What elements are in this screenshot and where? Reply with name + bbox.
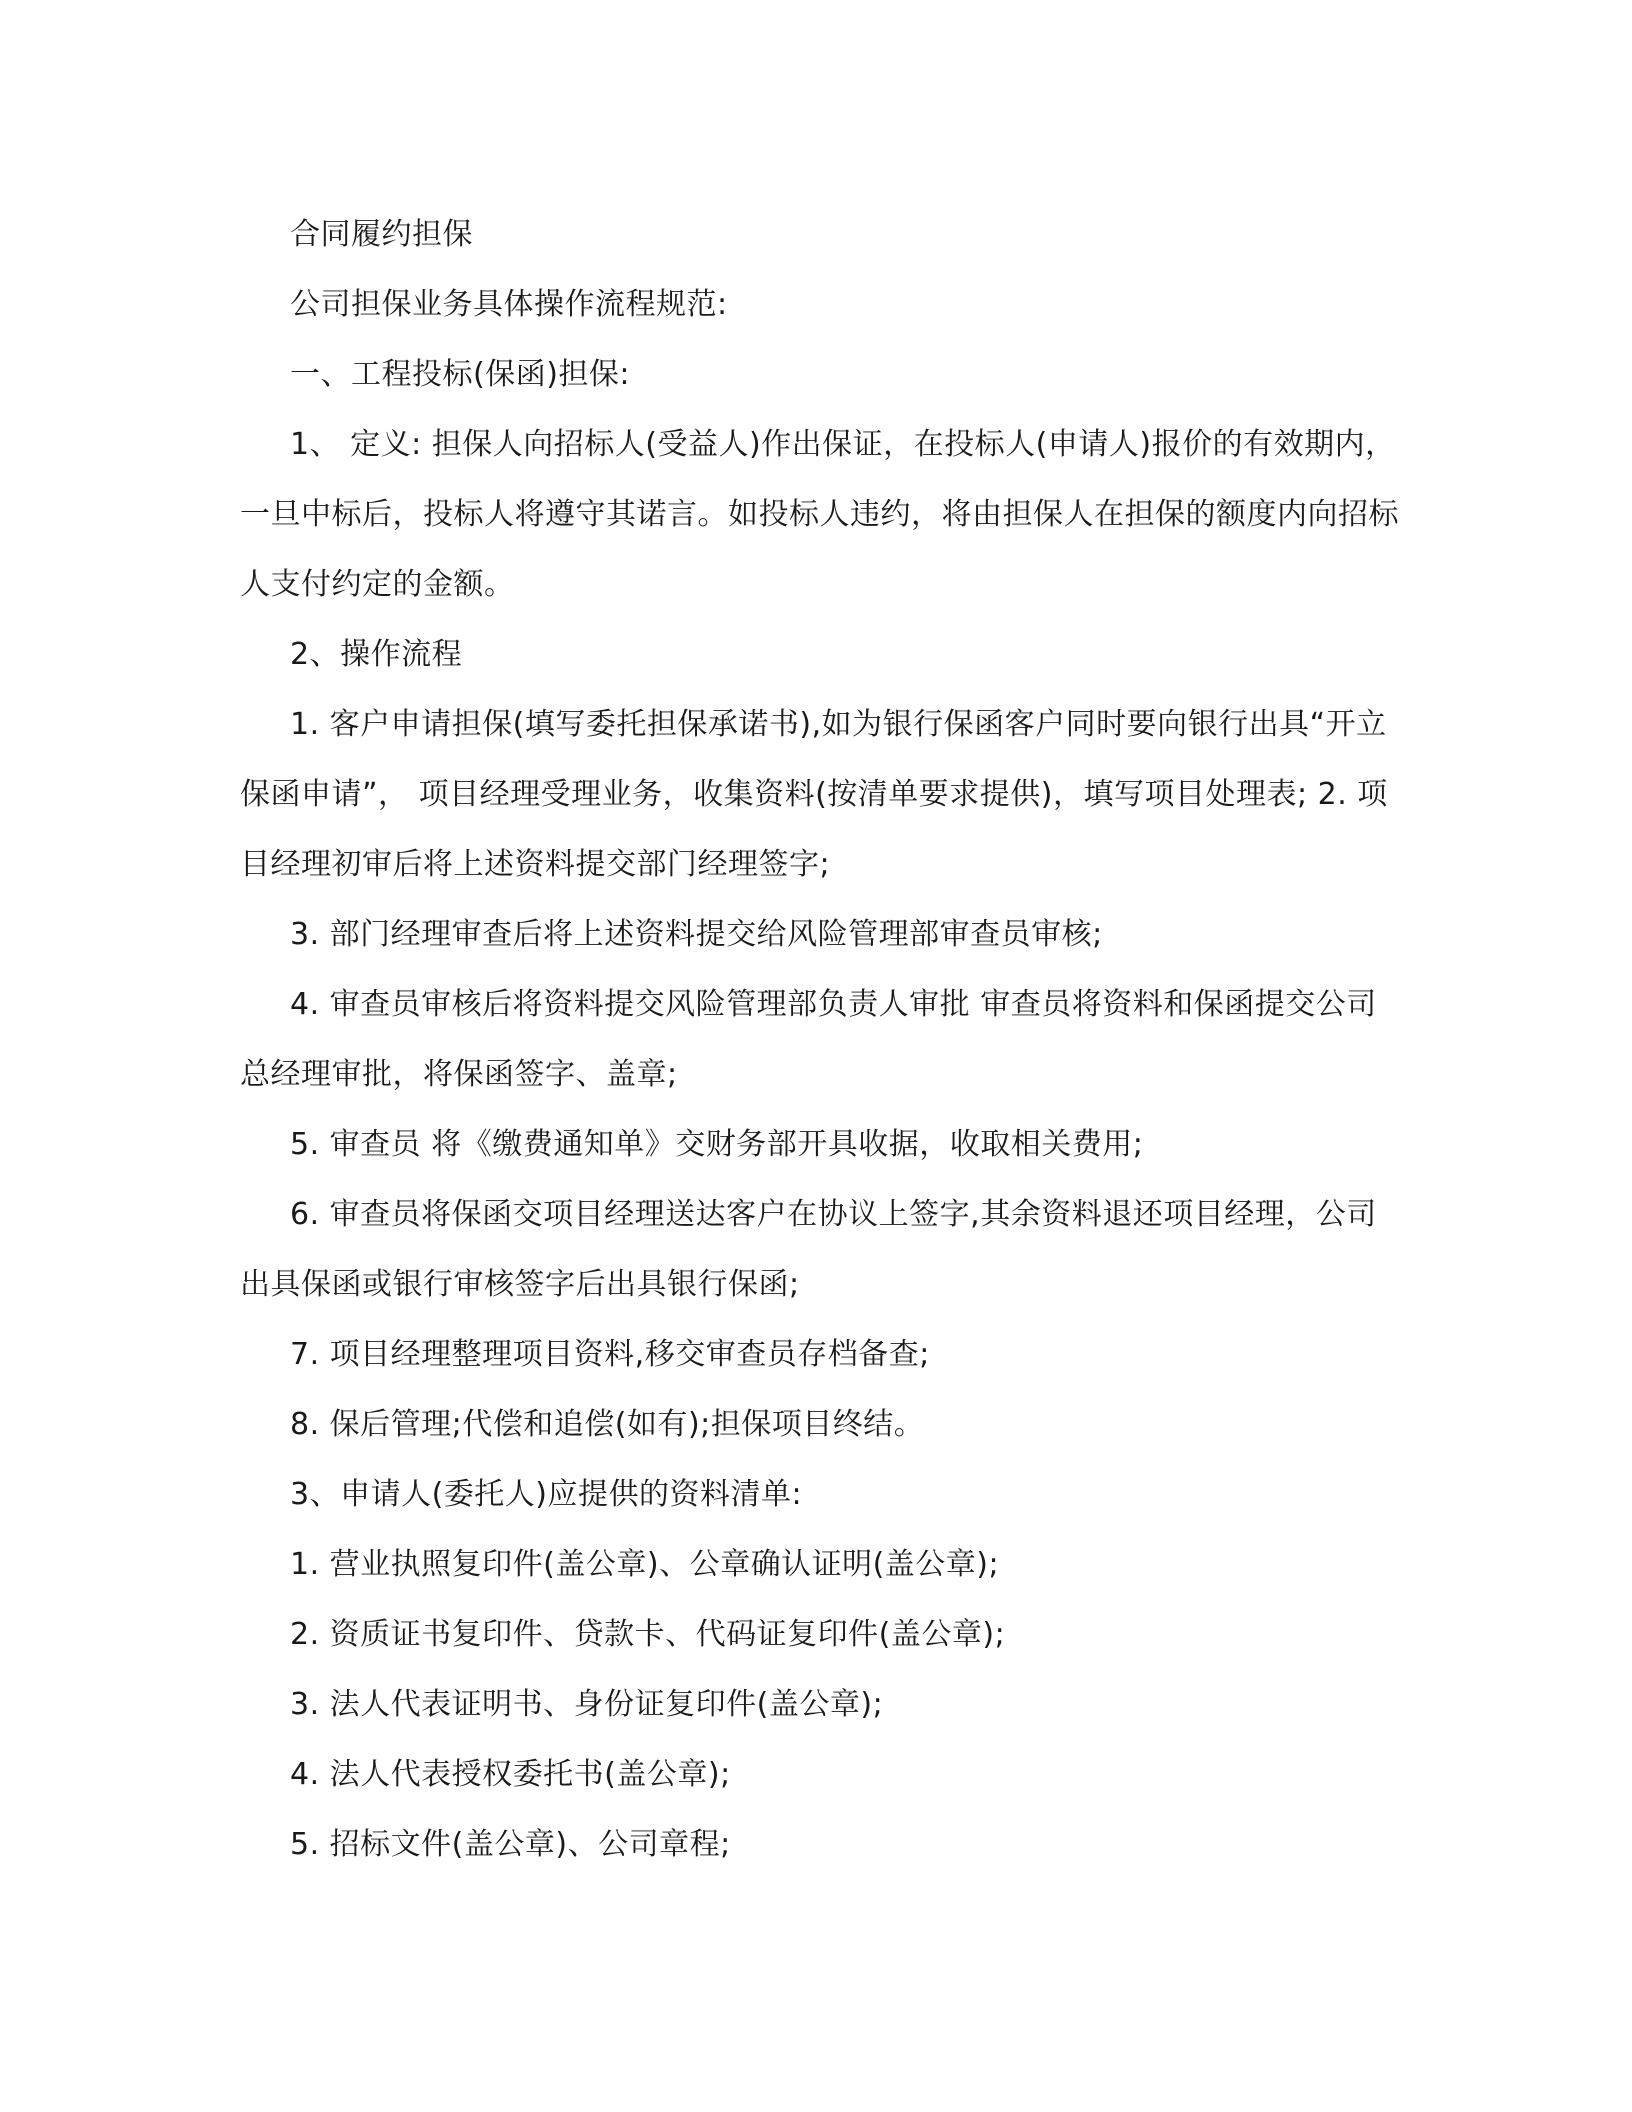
paragraph-subtitle: 公司担保业务具体操作流程规范: [290, 287, 728, 322]
paragraph-section-1: 一、工程投标(保函)担保: [290, 357, 631, 392]
paragraph-step-3: 3. 部门经理审查后将上述资料提交给风险管理部审查员审核; [290, 917, 1103, 952]
paragraph-material-3: 3. 法人代表证明书、身份证复印件(盖公章); [290, 1687, 884, 1722]
paragraph-definition: 1、 定义: 担保人向招标人(受益人)作出保证，在投标人(申请人)报价的有效期内，一旦中标后，投标人将遵守其诺言。如投标人违约，将由担保人在担保的额度内向招标人支付约定的金额。 [240, 427, 1399, 602]
paragraph-step-4: 4. 审查员审核后将资料提交风险管理部负责人审批 审查员将资料和保函提交公司总经理审批，将保函签字、盖章; [240, 987, 1377, 1092]
paragraph-material-4: 4. 法人代表授权委托书(盖公章); [290, 1757, 731, 1792]
paragraph-material-1: 1. 营业执照复印件(盖公章)、公章确认证明(盖公章); [290, 1547, 1000, 1582]
paragraph-materials-heading: 3、申请人(委托人)应提供的资料清单: [290, 1477, 803, 1512]
document-body [240, 200, 1400, 1880]
paragraph-step-8: 8. 保后管理;代偿和追偿(如有);担保项目终结。 [290, 1407, 925, 1442]
paragraph-material-2: 2. 资质证书复印件、贷款卡、代码证复印件(盖公章); [290, 1617, 1006, 1652]
paragraph-process-heading: 2、操作流程 [290, 637, 463, 672]
paragraph-step-1: 1. 客户申请担保(填写委托担保承诺书),如为银行保函客户同时要向银行出具“开立保函申请”， 项目经理受理业务，收集资料(按清单要求提供)，填写项目处理表; 2. 项目经理初审后将上述资料提交部门经理签字; [240, 707, 1388, 882]
paragraph-material-5: 5. 招标文件(盖公章)、公司章程; [290, 1827, 731, 1862]
paragraph-step-5: 5. 审查员 将《缴费通知单》交财务部开具收据，收取相关费用; [290, 1127, 1144, 1162]
paragraph-title: 合同履约担保 [290, 217, 473, 252]
paragraph-step-6: 6. 审查员将保函交项目经理送达客户在协议上签字,其余资料退还项目经理，公司出具保函或银行审核签字后出具银行保函; [240, 1197, 1377, 1302]
paragraph-step-7: 7. 项目经理整理项目资料,移交审查员存档备查; [290, 1337, 930, 1372]
